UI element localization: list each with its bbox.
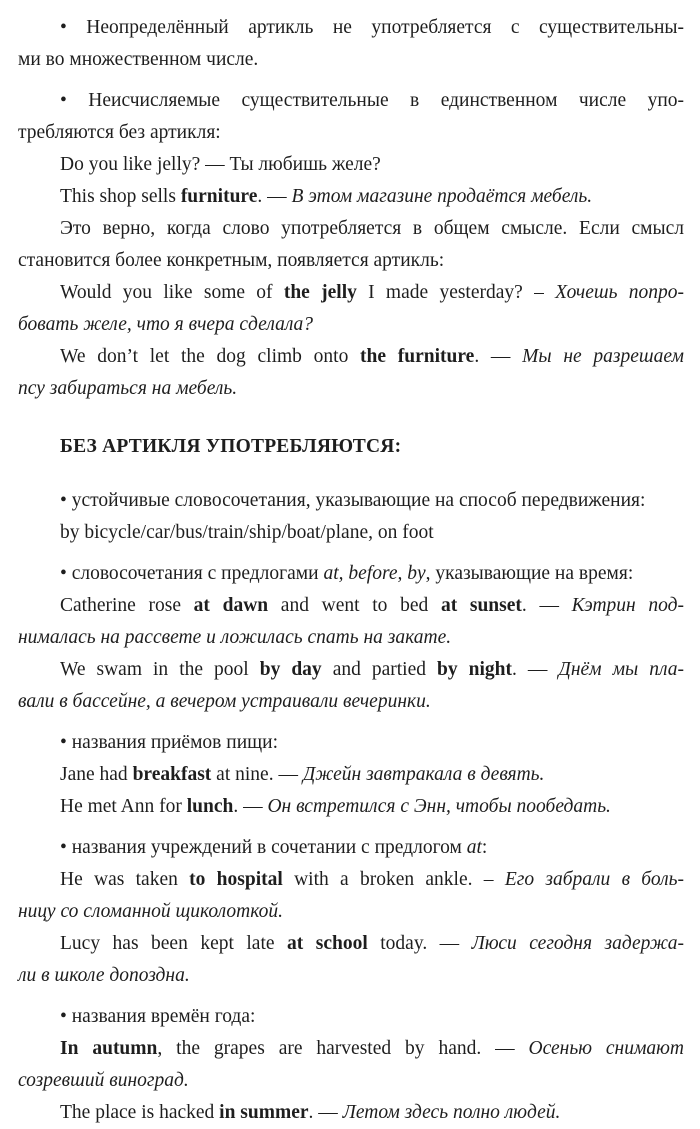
bold-text: in summer: [219, 1102, 309, 1123]
example-paragraph: [18, 149, 684, 181]
text-segment: Jane had: [60, 764, 133, 785]
example-paragraph: [18, 1097, 684, 1129]
text-line: [18, 117, 684, 149]
text-segment: • Неисчисляемые существительные в единственном числе упо-: [60, 90, 684, 111]
bold-text: the jelly: [283, 282, 357, 303]
bullet-paragraph: [18, 12, 684, 76]
text-segment: He met Ann for: [60, 796, 187, 817]
text-line: [18, 245, 684, 277]
text-segment: Это верно, когда слово употребляется в общем смысле. Если смысл: [60, 218, 684, 239]
text-segment: • названия времён года:: [60, 1006, 256, 1027]
bold-text: furniture: [180, 186, 258, 207]
text-segment: We don’t let the dog climb onto: [60, 346, 361, 367]
text-line: [18, 759, 684, 791]
bold-text: breakfast: [132, 764, 212, 785]
italic-translation: Кэтрин под-: [571, 595, 684, 616]
example-paragraph: [18, 864, 684, 928]
bullet-paragraph: [18, 558, 684, 590]
text-line: [18, 896, 684, 928]
text-segment: We swam in the pool: [60, 659, 260, 680]
text-segment: at nine. —: [211, 764, 303, 785]
bold-text: lunch: [186, 796, 234, 817]
text-segment: The place is hacked: [60, 1102, 220, 1123]
text-line: [18, 791, 684, 823]
example-paragraph: [18, 181, 684, 213]
example-paragraph: [18, 213, 684, 277]
text-segment: :: [481, 837, 488, 858]
text-segment: Do you like jelly? — Ты любишь желе?: [60, 154, 381, 175]
text-segment: Lucy has been kept late: [60, 933, 288, 954]
text-line: [18, 928, 684, 960]
text-line: [18, 149, 684, 181]
italic-translation: at: [466, 837, 482, 858]
italic-translation: Джейн завтракала в девять.: [302, 764, 545, 785]
text-line: [18, 277, 684, 309]
bullet-paragraph: [18, 727, 684, 759]
italic-translation: Осенью снимают: [528, 1038, 684, 1059]
italic-translation: at, before, by: [323, 563, 426, 584]
italic-translation: Он встретился с Энн, чтобы пообедать.: [267, 796, 611, 817]
text-segment: and partied: [321, 659, 438, 680]
italic-translation: псу забираться на мебель.: [18, 378, 238, 399]
bold-text: by day: [259, 659, 322, 680]
text-line: [18, 373, 684, 405]
text-line: [18, 1097, 684, 1129]
text-segment: and went to bed: [268, 595, 441, 616]
text-line: [18, 485, 684, 517]
example-paragraph: [18, 791, 684, 823]
text-line: [18, 864, 684, 896]
italic-translation: ницу со сломанной щиколоткой.: [18, 901, 284, 922]
bold-text: by night: [437, 659, 512, 680]
text-segment: with a broken ankle. –: [282, 869, 505, 890]
text-line: [18, 654, 684, 686]
bold-text: to hospital: [189, 869, 283, 890]
bold-text: the furniture: [360, 346, 475, 367]
italic-translation: ли в школе допоздна.: [18, 965, 190, 986]
italic-translation: Люси сегодня задержа-: [471, 933, 685, 954]
text-segment: by bicycle/car/bus/train/ship/boat/plane, on foot: [60, 522, 434, 543]
text-line: [18, 213, 684, 245]
bullet-paragraph: [18, 832, 684, 864]
text-line: [18, 832, 684, 864]
text-segment: This shop sells: [60, 186, 181, 207]
text-line: [18, 1001, 684, 1033]
text-segment: I made yesterday? –: [356, 282, 556, 303]
text-segment: He was taken: [60, 869, 190, 890]
text-line: [18, 960, 684, 992]
text-line: [18, 1033, 684, 1065]
example-paragraph: [18, 277, 684, 341]
text-segment: • названия приёмов пищи:: [60, 732, 279, 753]
italic-translation: Летом здесь полно людей.: [342, 1102, 561, 1123]
text-line: [18, 85, 684, 117]
text-segment: ми во множественном числе.: [18, 49, 259, 70]
text-segment: . —: [474, 346, 523, 367]
bullet-paragraph: [18, 85, 684, 149]
example-paragraph: [18, 341, 684, 405]
text-line: [18, 431, 684, 463]
document-page: [18, 12, 684, 1129]
section-heading: [18, 431, 684, 463]
italic-translation: Его забрали в боль-: [504, 869, 684, 890]
text-segment: • Неопределённый артикль не употребляется с существительны-: [60, 17, 684, 38]
bold-text: In autumn: [60, 1038, 158, 1059]
bold-text: БЕЗ АРТИКЛЯ УПОТРЕБЛЯЮТСЯ:: [60, 436, 402, 457]
example-paragraph: [18, 590, 684, 654]
example-paragraph: [18, 928, 684, 992]
text-line: [18, 341, 684, 373]
text-segment: . —: [233, 796, 268, 817]
bold-text: at dawn: [193, 595, 269, 616]
italic-translation: Мы не разрешаем: [522, 346, 685, 367]
bold-text: at school: [287, 933, 368, 954]
text-segment: . —: [257, 186, 292, 207]
text-line: [18, 727, 684, 759]
bullet-paragraph: [18, 1001, 684, 1033]
bold-text: at sunset: [440, 595, 522, 616]
text-line: [18, 1065, 684, 1097]
example-paragraph: [18, 1033, 684, 1097]
text-line: [18, 517, 684, 549]
example-paragraph: [18, 654, 684, 718]
text-line: [18, 558, 684, 590]
text-line: [18, 44, 684, 76]
bullet-paragraph: [18, 485, 684, 517]
text-line: [18, 181, 684, 213]
text-line: [18, 12, 684, 44]
italic-translation: Днём мы пла-: [558, 659, 684, 680]
text-line: [18, 686, 684, 718]
text-segment: • словосочетания с предлогами: [60, 563, 324, 584]
italic-translation: созревший виноград.: [18, 1070, 189, 1091]
text-segment: today. —: [367, 933, 472, 954]
text-segment: , the grapes are harvested by hand. —: [157, 1038, 529, 1059]
text-segment: . —: [521, 595, 572, 616]
text-line: [18, 622, 684, 654]
italic-translation: нималась на рассвете и ложилась спать на закате.: [18, 627, 452, 648]
text-segment: . —: [512, 659, 559, 680]
text-segment: требляются без артикля:: [18, 122, 221, 143]
italic-translation: Хочешь попро-: [555, 282, 684, 303]
text-segment: , указывающие на время:: [425, 563, 634, 584]
text-line: [18, 309, 684, 341]
text-line: [18, 590, 684, 622]
example-paragraph: [18, 759, 684, 791]
italic-translation: В этом магазине продаётся мебель.: [291, 186, 593, 207]
text-segment: Catherine rose: [60, 595, 194, 616]
text-segment: Would you like some of: [60, 282, 284, 303]
text-segment: • устойчивые словосочетания, указывающие на способ передвижения:: [60, 490, 646, 511]
italic-translation: вали в бассейне, а вечером устраивали вечеринки.: [18, 691, 431, 712]
text-segment: становится более конкретным, появляется артикль:: [18, 250, 445, 271]
example-paragraph: [18, 517, 684, 549]
text-segment: . —: [308, 1102, 343, 1123]
italic-translation: бовать желе, что я вчера сделала?: [18, 314, 314, 335]
text-segment: • названия учреждений в сочетании с предлогом: [60, 837, 467, 858]
